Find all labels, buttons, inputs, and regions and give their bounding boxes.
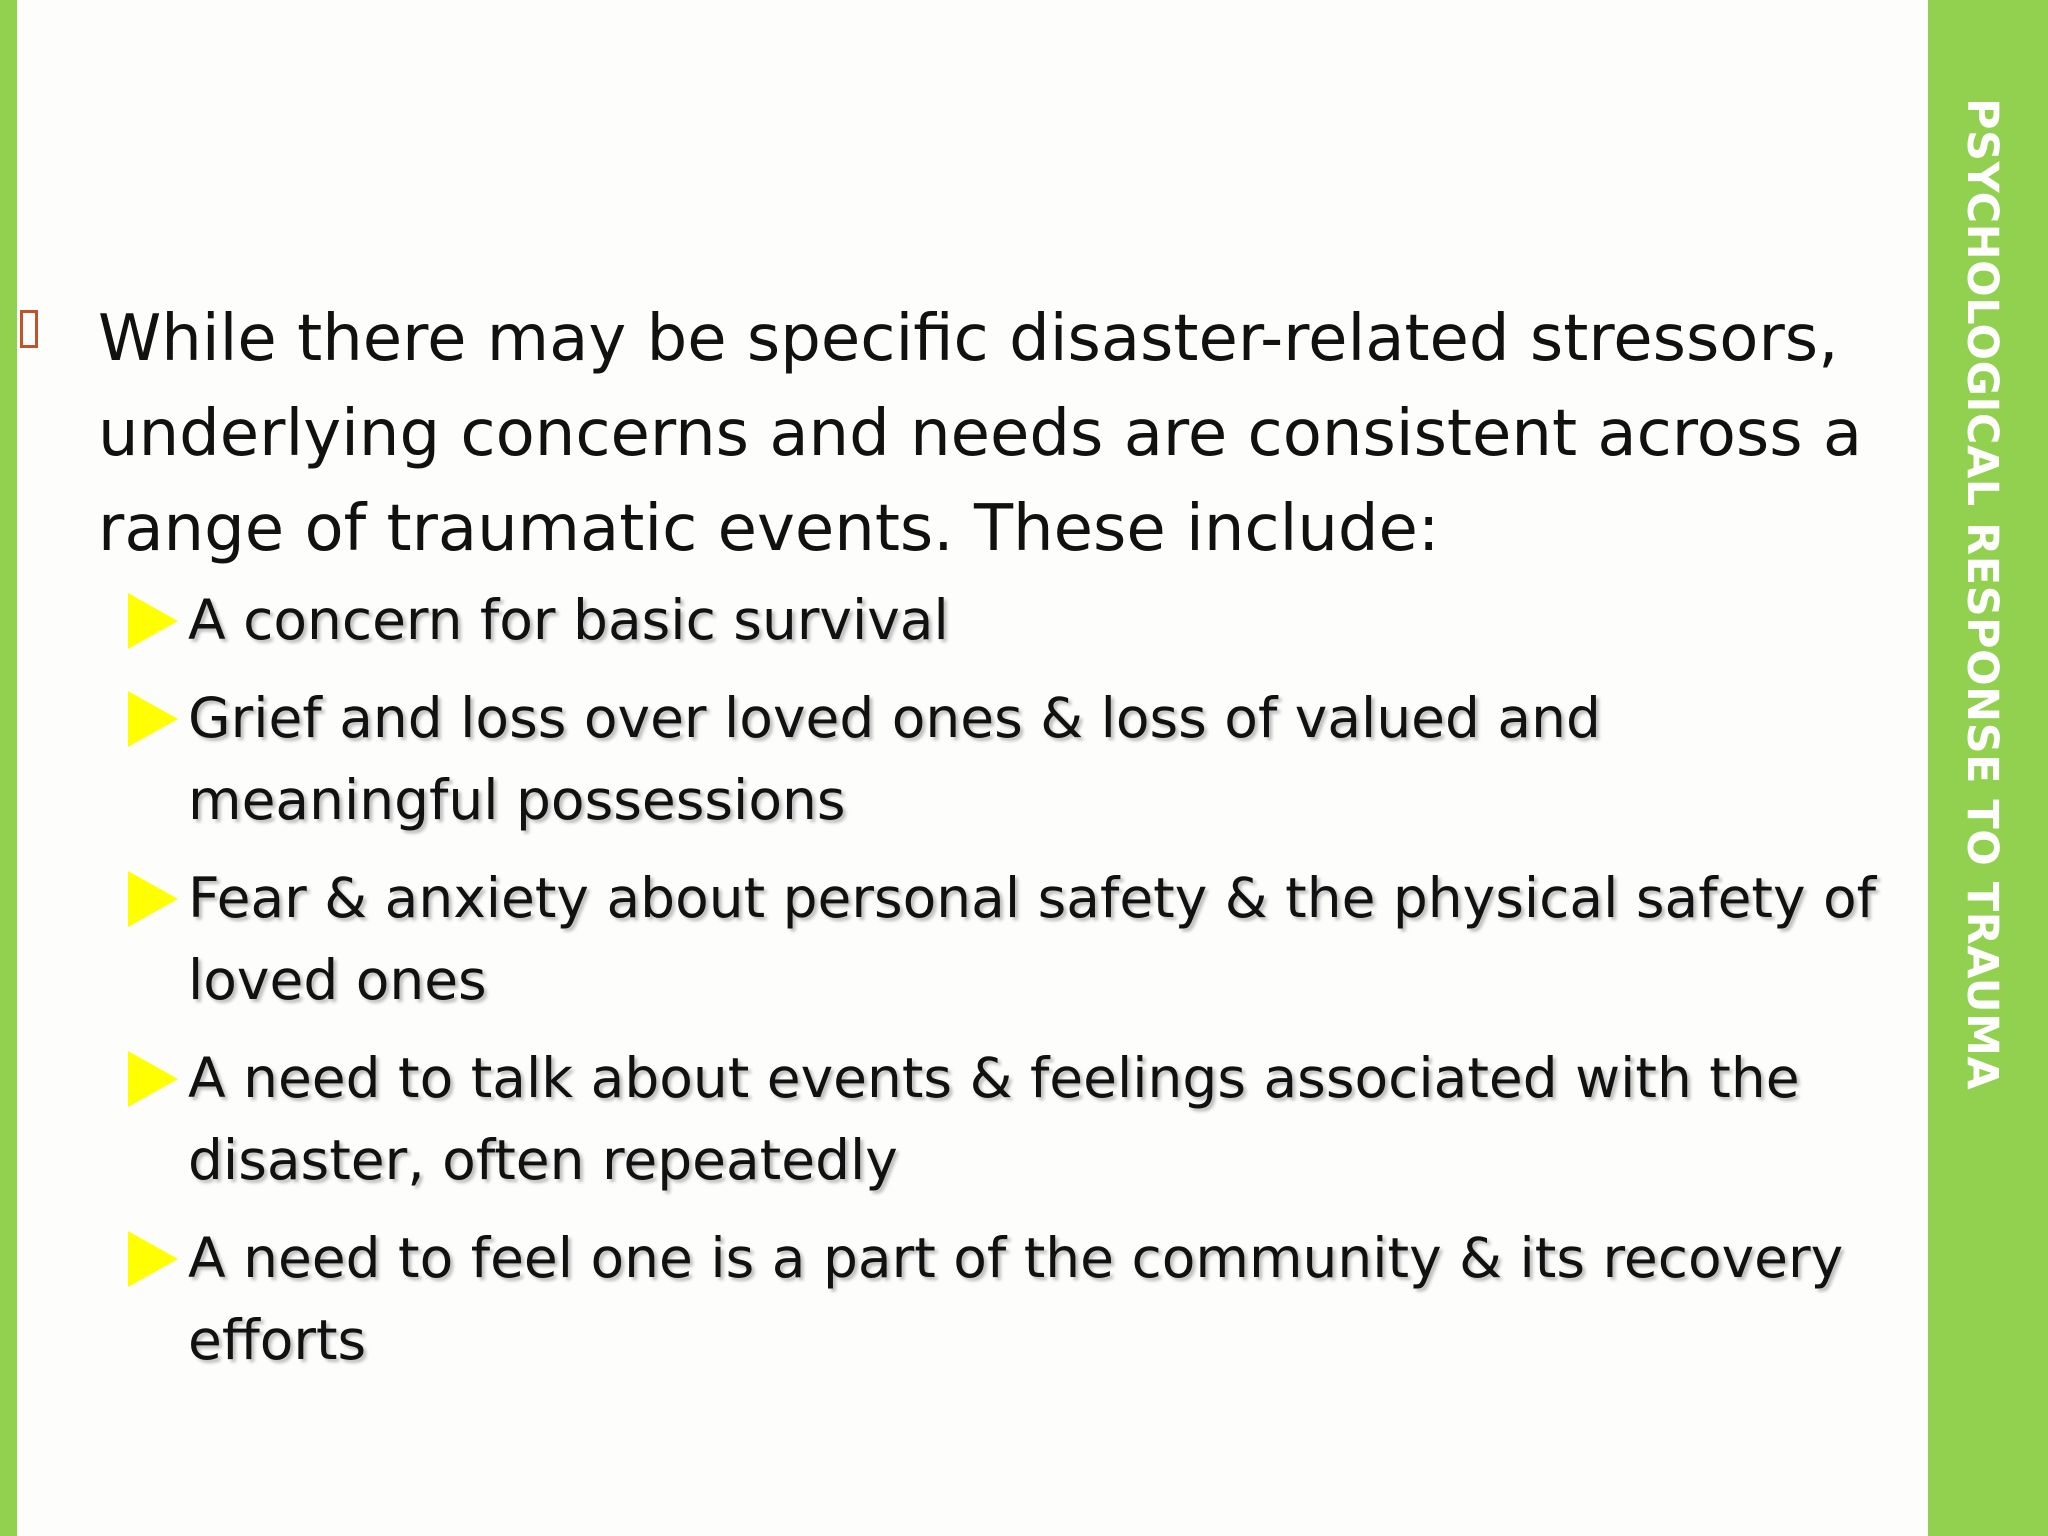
box-bullet-icon [20, 310, 38, 348]
sub-bullet-item [0, 677, 1928, 841]
arrow-bullet-icon [128, 1231, 178, 1287]
main-bullet-text: While there may be specific disaster-related stressors, underlying concerns and needs are consistent across a range of traumatic events. These include: [98, 302, 1863, 566]
sub-bullet-item [0, 1037, 1928, 1201]
sub-bullet-item [0, 579, 1928, 661]
sub-bullet-text: A need to feel one is a part of the community & its recovery efforts [188, 1226, 1844, 1372]
sub-bullet-text: Grief and loss over loved ones & loss of valued and meaningful possessions [188, 686, 1601, 832]
sub-bullet-list [0, 579, 1928, 1381]
arrow-bullet-icon [128, 871, 178, 927]
sub-bullet-text: Fear & anxiety about personal safety & the physical safety of loved ones [188, 866, 1877, 1012]
main-bullet-point [0, 292, 1928, 577]
arrow-bullet-icon [128, 691, 178, 747]
arrow-bullet-icon [128, 1051, 178, 1107]
sub-bullet-text: A need to talk about events & feelings associated with the disaster, often repeatedly [188, 1046, 1800, 1192]
arrow-bullet-icon [128, 593, 178, 649]
sub-bullet-text: A concern for basic survival [188, 588, 949, 652]
slide-body [0, 292, 1928, 1397]
sub-bullet-item [0, 857, 1928, 1021]
sub-bullet-item [0, 1217, 1928, 1381]
slide-title: PSYCHOLOGICAL RESPONSE TO TRAUMA [1957, 98, 2007, 1091]
